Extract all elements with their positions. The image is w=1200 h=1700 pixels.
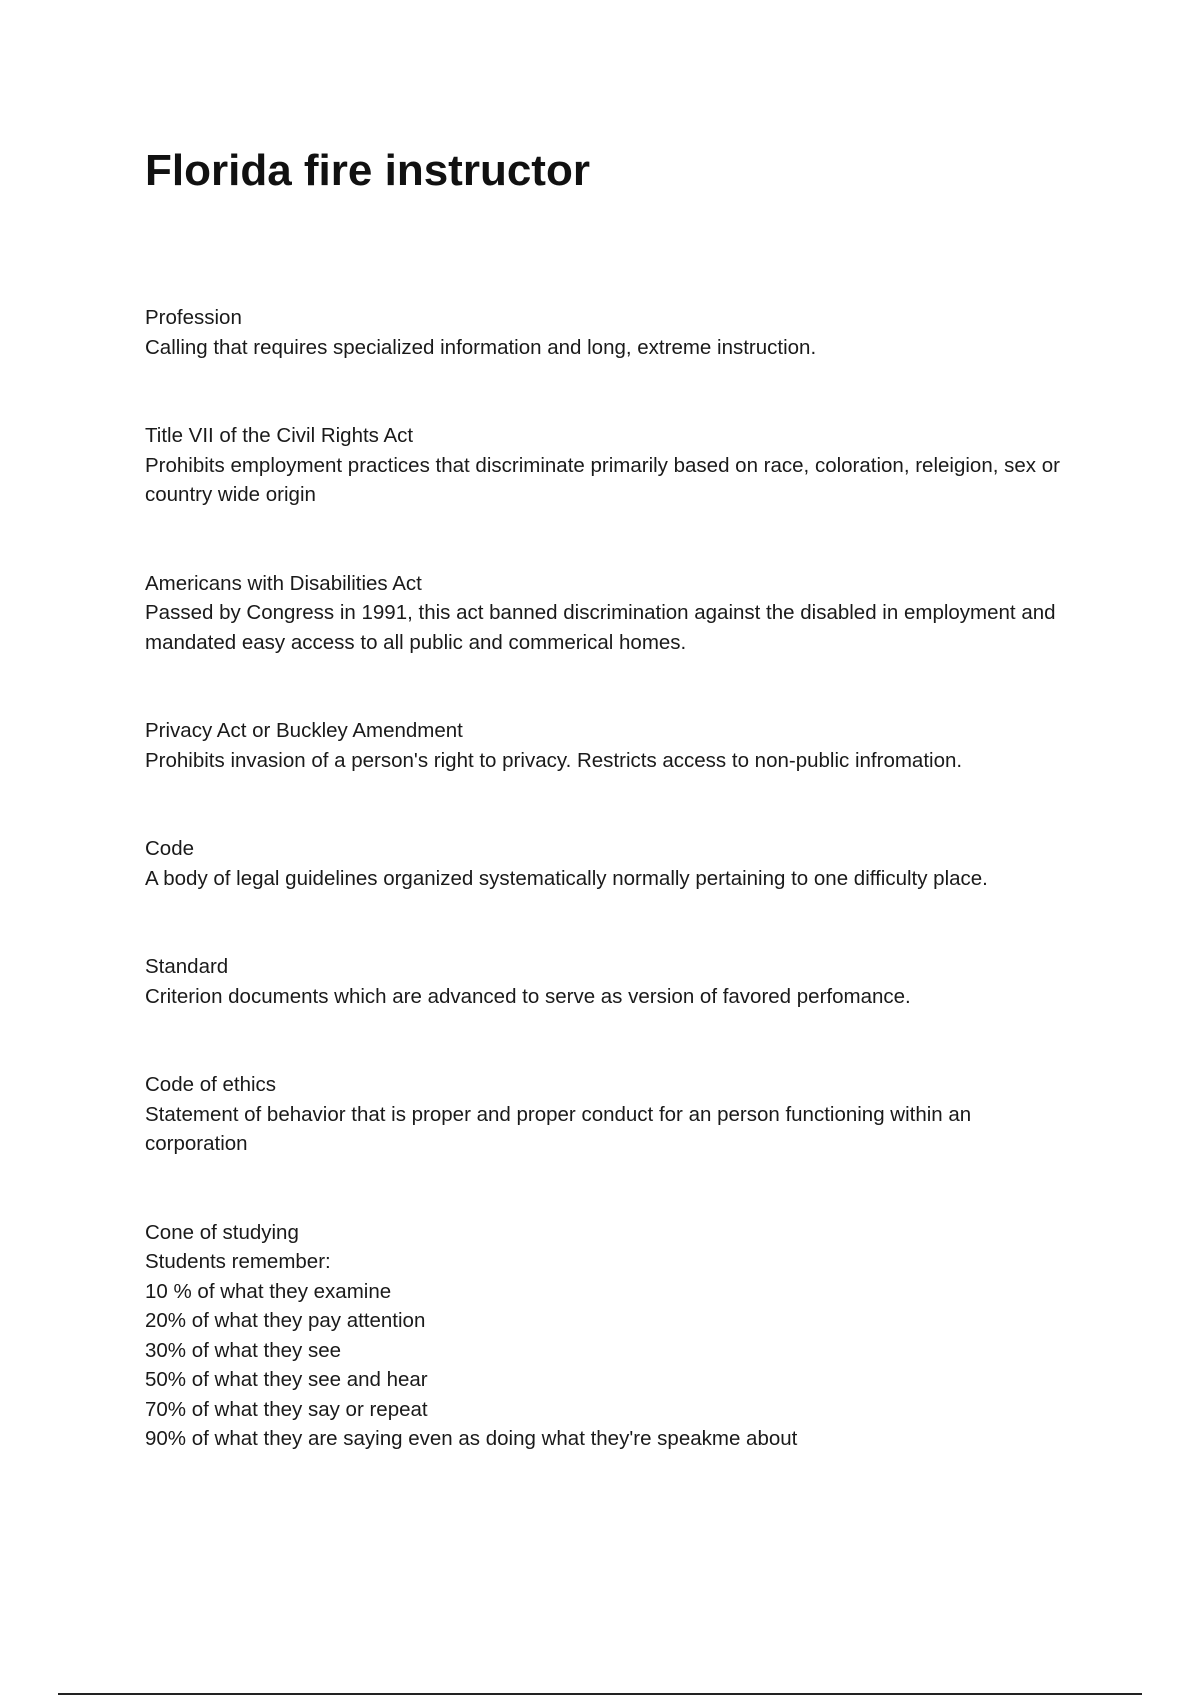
entry-term: Code	[145, 837, 195, 860]
entry-definition: Criterion documents which are advanced to serve as version of favored perfomance.	[145, 984, 911, 1008]
definition-entry	[145, 421, 1065, 510]
definition-entry	[145, 569, 1065, 658]
definition-entry	[145, 1218, 1065, 1454]
entry-definition: Prohibits employment practices that discriminate primarily based on race, coloration, releigion, sex or country wide origin	[145, 453, 1060, 506]
entry-definition-line: 30% of what they see	[145, 1338, 342, 1362]
definition-entry	[145, 952, 1065, 1011]
entry-definition: A body of legal guidelines organized systematically normally pertaining to one difficulty place.	[145, 866, 988, 890]
entry-term: Standard	[145, 955, 229, 978]
entry-term: Profession	[145, 306, 242, 329]
entry-definition-line: 20% of what they pay attention	[145, 1309, 426, 1332]
entry-term: Cone of studying	[145, 1220, 299, 1244]
entry-term: Title VII of the Civil Rights Act	[145, 424, 414, 447]
page-title: Florida fire instructor	[145, 146, 590, 195]
definition-entry	[145, 303, 1065, 362]
entry-term: Americans with Disabilities Act	[145, 571, 422, 595]
definition-list	[145, 303, 1065, 1513]
footer-divider	[58, 1693, 1142, 1695]
definition-entry	[145, 834, 1065, 893]
entry-term: Code of ethics	[145, 1073, 277, 1096]
entry-definition: Statement of behavior that is proper and proper conduct for an person functioning within an corporation	[145, 1102, 972, 1155]
entry-definition-line: 70% of what they say or repeat	[145, 1397, 428, 1421]
entry-definition-line: 10 % of what they examine	[145, 1279, 392, 1303]
entry-definition: Passed by Congress in 1991, this act banned discrimination against the disabled in employment and mandated easy access to all public and commerical homes.	[145, 601, 1056, 654]
entry-definition-line: 90% of what they are saying even as doing what they're speakme about	[145, 1427, 798, 1450]
entry-term: Privacy Act or Buckley Amendment	[145, 719, 463, 742]
entry-definition-line: 50% of what they see and hear	[145, 1368, 428, 1391]
entry-definition: Calling that requires specialized information and long, extreme instruction.	[145, 335, 817, 359]
entry-definition-line: Students remember:	[145, 1250, 331, 1273]
definition-entry	[145, 716, 1065, 775]
definition-entry	[145, 1070, 1065, 1159]
entry-definition: Prohibits invasion of a person's right to privacy. Restricts access to non-public infromation.	[145, 748, 963, 772]
